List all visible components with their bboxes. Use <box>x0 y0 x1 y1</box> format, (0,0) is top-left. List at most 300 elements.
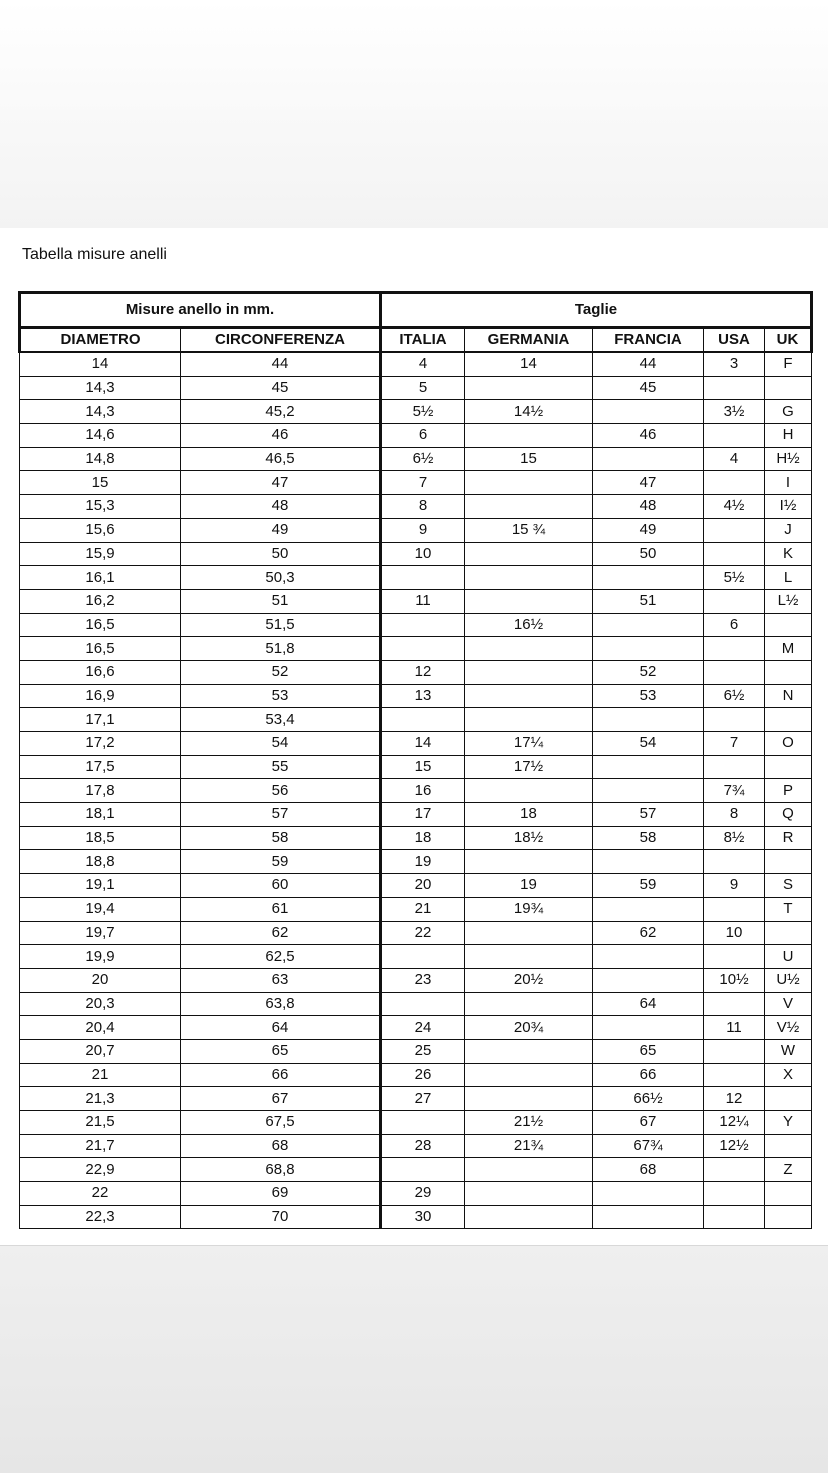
table-row <box>20 992 812 1016</box>
table-cell <box>465 1063 593 1087</box>
table-cell: I½ <box>765 495 812 519</box>
table-cell <box>765 850 812 874</box>
group-header-measures: Misure anello in mm. <box>20 293 381 328</box>
table-cell: 19¾ <box>465 897 593 921</box>
table-cell: 17 <box>381 803 465 827</box>
table-row <box>20 1039 812 1063</box>
table-row <box>20 376 812 400</box>
table-cell: 63 <box>181 968 381 992</box>
table-cell: 9 <box>704 874 765 898</box>
table-cell: 16,9 <box>20 684 181 708</box>
group-header-sizes: Taglie <box>381 293 812 328</box>
table-cell <box>593 613 704 637</box>
table-cell <box>465 945 593 969</box>
table-row <box>20 826 812 850</box>
table-cell <box>381 1158 465 1182</box>
table-row <box>20 1063 812 1087</box>
table-row <box>20 684 812 708</box>
table-cell <box>465 424 593 448</box>
document-page <box>0 228 828 1245</box>
table-cell <box>765 755 812 779</box>
table-cell <box>704 897 765 921</box>
table-row <box>20 352 812 376</box>
table-cell: 16,6 <box>20 660 181 684</box>
table-cell <box>593 1182 704 1206</box>
table-cell: 12¼ <box>704 1111 765 1135</box>
table-cell: 5½ <box>704 566 765 590</box>
table-cell <box>593 400 704 424</box>
table-cell: 21,7 <box>20 1134 181 1158</box>
table-cell: 6½ <box>381 447 465 471</box>
table-row <box>20 968 812 992</box>
table-cell: 69 <box>181 1182 381 1206</box>
table-row <box>20 1158 812 1182</box>
table-cell: 5 <box>381 376 465 400</box>
table-cell: 19 <box>465 874 593 898</box>
table-cell: 62 <box>181 921 381 945</box>
table-cell: H <box>765 424 812 448</box>
table-cell: 19,7 <box>20 921 181 945</box>
table-row <box>20 566 812 590</box>
column-header: GERMANIA <box>465 328 593 353</box>
table-cell: 21¾ <box>465 1134 593 1158</box>
column-header: ITALIA <box>381 328 465 353</box>
table-row <box>20 850 812 874</box>
table-cell: 10 <box>704 921 765 945</box>
table-cell: 15,3 <box>20 495 181 519</box>
table-row <box>20 1087 812 1111</box>
table-cell: 6 <box>381 424 465 448</box>
table-row <box>20 1111 812 1135</box>
table-cell <box>765 708 812 732</box>
table-cell: 60 <box>181 874 381 898</box>
table-cell: 16,2 <box>20 589 181 613</box>
table-cell: 20¾ <box>465 1016 593 1040</box>
table-cell: 57 <box>181 803 381 827</box>
column-header-row <box>20 328 812 353</box>
table-cell <box>704 1182 765 1206</box>
column-header: FRANCIA <box>593 328 704 353</box>
table-cell: 51,5 <box>181 613 381 637</box>
table-cell: I <box>765 471 812 495</box>
table-cell: 17,8 <box>20 779 181 803</box>
table-cell <box>465 850 593 874</box>
table-cell: U <box>765 945 812 969</box>
table-cell: 15 <box>20 471 181 495</box>
table-cell: P <box>765 779 812 803</box>
table-cell <box>704 542 765 566</box>
table-cell <box>704 1158 765 1182</box>
table-cell: 4 <box>704 447 765 471</box>
document-title: Tabella misure anelli <box>22 246 167 263</box>
table-cell: 58 <box>181 826 381 850</box>
table-cell: 12 <box>704 1087 765 1111</box>
table-cell <box>593 897 704 921</box>
table-cell <box>765 1134 812 1158</box>
table-cell: 17,1 <box>20 708 181 732</box>
table-row <box>20 542 812 566</box>
table-cell <box>704 518 765 542</box>
table-cell <box>593 1205 704 1229</box>
table-cell: 14,3 <box>20 376 181 400</box>
table-cell: 4½ <box>704 495 765 519</box>
table-cell <box>465 921 593 945</box>
table-cell: 66½ <box>593 1087 704 1111</box>
group-header-row <box>20 293 812 328</box>
table-cell: 22,3 <box>20 1205 181 1229</box>
table-cell: 64 <box>181 1016 381 1040</box>
table-cell: 10 <box>381 542 465 566</box>
table-cell: 52 <box>181 660 381 684</box>
table-row <box>20 660 812 684</box>
table-cell: 46 <box>181 424 381 448</box>
table-cell: 27 <box>381 1087 465 1111</box>
table-row <box>20 447 812 471</box>
table-row <box>20 755 812 779</box>
table-cell: F <box>765 352 812 376</box>
table-cell <box>765 1205 812 1229</box>
table-row <box>20 708 812 732</box>
table-cell <box>593 779 704 803</box>
table-cell <box>704 1063 765 1087</box>
table-cell: 20 <box>381 874 465 898</box>
table-cell: 6 <box>704 613 765 637</box>
table-cell: 47 <box>593 471 704 495</box>
table-cell: 7 <box>704 732 765 756</box>
table-cell: V½ <box>765 1016 812 1040</box>
table-cell: 25 <box>381 1039 465 1063</box>
table-cell: 9 <box>381 518 465 542</box>
table-cell: 14½ <box>465 400 593 424</box>
table-cell <box>704 708 765 732</box>
table-cell: 18 <box>381 826 465 850</box>
table-cell: 21½ <box>465 1111 593 1135</box>
table-cell <box>593 850 704 874</box>
table-cell: 50 <box>593 542 704 566</box>
table-cell: 55 <box>181 755 381 779</box>
table-cell <box>465 779 593 803</box>
table-cell: 21 <box>20 1063 181 1087</box>
table-cell: H½ <box>765 447 812 471</box>
table-cell <box>593 708 704 732</box>
table-cell: 19,9 <box>20 945 181 969</box>
table-row <box>20 921 812 945</box>
table-row <box>20 1182 812 1206</box>
table-cell: 19 <box>381 850 465 874</box>
table-cell: 11 <box>381 589 465 613</box>
table-cell: 59 <box>593 874 704 898</box>
table-cell <box>704 755 765 779</box>
table-cell: 6½ <box>704 684 765 708</box>
table-cell: 65 <box>181 1039 381 1063</box>
table-cell: 12 <box>381 660 465 684</box>
table-cell: 14 <box>381 732 465 756</box>
table-row <box>20 1016 812 1040</box>
table-cell: 5½ <box>381 400 465 424</box>
table-row <box>20 732 812 756</box>
table-cell: 15,9 <box>20 542 181 566</box>
table-cell: 30 <box>381 1205 465 1229</box>
table-cell: 16 <box>381 779 465 803</box>
table-cell <box>704 376 765 400</box>
table-cell: U½ <box>765 968 812 992</box>
table-cell: 64 <box>593 992 704 1016</box>
table-cell: 67,5 <box>181 1111 381 1135</box>
table-cell: G <box>765 400 812 424</box>
table-cell: 21 <box>381 897 465 921</box>
table-cell: J <box>765 518 812 542</box>
table-cell: 54 <box>593 732 704 756</box>
table-cell: 46 <box>593 424 704 448</box>
table-row <box>20 779 812 803</box>
table-cell: 7 <box>381 471 465 495</box>
table-cell <box>593 968 704 992</box>
table-cell: 18,8 <box>20 850 181 874</box>
table-cell <box>704 1039 765 1063</box>
table-cell <box>593 447 704 471</box>
table-cell: 16,1 <box>20 566 181 590</box>
table-cell: W <box>765 1039 812 1063</box>
table-cell: 45,2 <box>181 400 381 424</box>
table-cell: 18,1 <box>20 803 181 827</box>
table-cell: 62 <box>593 921 704 945</box>
table-cell: 3½ <box>704 400 765 424</box>
table-cell <box>381 992 465 1016</box>
table-cell: 57 <box>593 803 704 827</box>
table-row <box>20 637 812 661</box>
table-cell: 26 <box>381 1063 465 1087</box>
table-cell: 15 <box>465 447 593 471</box>
table-cell: 50 <box>181 542 381 566</box>
table-cell <box>593 566 704 590</box>
column-header: USA <box>704 328 765 353</box>
table-cell: 14,8 <box>20 447 181 471</box>
table-cell <box>465 1087 593 1111</box>
table-cell <box>465 1205 593 1229</box>
table-cell: 48 <box>593 495 704 519</box>
table-cell: 23 <box>381 968 465 992</box>
column-header: DIAMETRO <box>20 328 181 353</box>
table-cell: 18,5 <box>20 826 181 850</box>
column-header: UK <box>765 328 812 353</box>
table-cell <box>465 542 593 566</box>
table-cell: 59 <box>181 850 381 874</box>
table-cell <box>465 589 593 613</box>
table-cell <box>593 637 704 661</box>
table-row <box>20 613 812 637</box>
table-cell <box>704 660 765 684</box>
table-cell: 20,4 <box>20 1016 181 1040</box>
table-cell: S <box>765 874 812 898</box>
table-cell <box>381 566 465 590</box>
table-cell: 22,9 <box>20 1158 181 1182</box>
table-cell: 15,6 <box>20 518 181 542</box>
table-cell: 44 <box>593 352 704 376</box>
table-cell: 17,2 <box>20 732 181 756</box>
table-cell: 12½ <box>704 1134 765 1158</box>
ring-size-table <box>18 291 813 1229</box>
table-cell: X <box>765 1063 812 1087</box>
table-cell: 8 <box>704 803 765 827</box>
table-cell: V <box>765 992 812 1016</box>
table-cell: 22 <box>381 921 465 945</box>
table-cell: 66 <box>593 1063 704 1087</box>
table-cell <box>704 850 765 874</box>
table-cell: 63,8 <box>181 992 381 1016</box>
table-cell: 46,5 <box>181 447 381 471</box>
table-cell <box>704 1205 765 1229</box>
table-row <box>20 803 812 827</box>
table-cell: 18½ <box>465 826 593 850</box>
table-cell <box>381 613 465 637</box>
table-cell: 18 <box>465 803 593 827</box>
table-cell: 13 <box>381 684 465 708</box>
table-cell: 21,3 <box>20 1087 181 1111</box>
table-cell: O <box>765 732 812 756</box>
table-cell <box>704 424 765 448</box>
table-cell: 19,1 <box>20 874 181 898</box>
table-cell <box>465 495 593 519</box>
table-cell: 7¾ <box>704 779 765 803</box>
table-cell: 45 <box>593 376 704 400</box>
table-cell: 14,3 <box>20 400 181 424</box>
table-cell: 48 <box>181 495 381 519</box>
table-cell <box>765 376 812 400</box>
table-row <box>20 400 812 424</box>
table-cell: 20½ <box>465 968 593 992</box>
table-cell: 67 <box>181 1087 381 1111</box>
table-cell: 14 <box>20 352 181 376</box>
table-cell: 47 <box>181 471 381 495</box>
table-cell: 24 <box>381 1016 465 1040</box>
table-cell <box>465 1182 593 1206</box>
table-cell: 16½ <box>465 613 593 637</box>
table-cell <box>381 637 465 661</box>
table-cell <box>704 992 765 1016</box>
table-cell: 62,5 <box>181 945 381 969</box>
table-cell: 11 <box>704 1016 765 1040</box>
table-cell: 14,6 <box>20 424 181 448</box>
table-cell: 16,5 <box>20 613 181 637</box>
bottom-blank-area <box>0 1245 828 1473</box>
table-cell: Q <box>765 803 812 827</box>
table-row <box>20 1205 812 1229</box>
table-cell <box>465 1039 593 1063</box>
table-cell: 68 <box>181 1134 381 1158</box>
table-cell: 45 <box>181 376 381 400</box>
table-cell <box>765 660 812 684</box>
table-cell: 17¼ <box>465 732 593 756</box>
table-cell: Z <box>765 1158 812 1182</box>
table-cell <box>381 708 465 732</box>
table-cell: 28 <box>381 1134 465 1158</box>
table-cell <box>765 921 812 945</box>
table-row <box>20 424 812 448</box>
table-cell: 3 <box>704 352 765 376</box>
table-cell: 14 <box>465 352 593 376</box>
table-cell: 53 <box>593 684 704 708</box>
table-row <box>20 897 812 921</box>
table-cell: L <box>765 566 812 590</box>
table-row <box>20 1134 812 1158</box>
table-cell: 54 <box>181 732 381 756</box>
table-cell: 58 <box>593 826 704 850</box>
table-cell: 15 ¾ <box>465 518 593 542</box>
table-cell <box>704 471 765 495</box>
table-cell <box>381 945 465 969</box>
table-row <box>20 518 812 542</box>
table-cell <box>704 589 765 613</box>
table-cell: 68,8 <box>181 1158 381 1182</box>
table-cell: 51 <box>181 589 381 613</box>
table-row <box>20 945 812 969</box>
table-cell: 49 <box>181 518 381 542</box>
table-cell: 44 <box>181 352 381 376</box>
table-cell: 8½ <box>704 826 765 850</box>
table-cell: 56 <box>181 779 381 803</box>
table-row <box>20 471 812 495</box>
table-cell: R <box>765 826 812 850</box>
table-cell <box>593 1016 704 1040</box>
table-cell <box>465 708 593 732</box>
table-cell: 20,7 <box>20 1039 181 1063</box>
table-cell <box>465 660 593 684</box>
table-cell: M <box>765 637 812 661</box>
table-cell: 53 <box>181 684 381 708</box>
table-cell: K <box>765 542 812 566</box>
table-cell: Y <box>765 1111 812 1135</box>
table-cell <box>704 945 765 969</box>
table-cell <box>593 945 704 969</box>
table-body <box>20 352 812 1229</box>
table-cell <box>465 1158 593 1182</box>
table-cell: 51,8 <box>181 637 381 661</box>
table-cell: 21,5 <box>20 1111 181 1135</box>
table-cell: 19,4 <box>20 897 181 921</box>
table-cell <box>765 1182 812 1206</box>
table-cell: 49 <box>593 518 704 542</box>
table-cell <box>465 376 593 400</box>
table-cell: 65 <box>593 1039 704 1063</box>
table-cell: 29 <box>381 1182 465 1206</box>
table-cell: N <box>765 684 812 708</box>
table-cell: T <box>765 897 812 921</box>
table-cell <box>381 1111 465 1135</box>
table-cell: 67¾ <box>593 1134 704 1158</box>
table-cell: 61 <box>181 897 381 921</box>
table-cell: 16,5 <box>20 637 181 661</box>
table-cell <box>704 637 765 661</box>
table-cell: 52 <box>593 660 704 684</box>
table-cell: 67 <box>593 1111 704 1135</box>
table-cell: L½ <box>765 589 812 613</box>
table-row <box>20 495 812 519</box>
table-cell <box>465 992 593 1016</box>
table-cell: 4 <box>381 352 465 376</box>
table-cell: 15 <box>381 755 465 779</box>
table-row <box>20 589 812 613</box>
table-cell <box>465 684 593 708</box>
table-cell: 20,3 <box>20 992 181 1016</box>
table-cell <box>765 1087 812 1111</box>
table-cell: 53,4 <box>181 708 381 732</box>
top-blank-area <box>0 0 828 228</box>
table-cell: 17½ <box>465 755 593 779</box>
table-cell <box>465 637 593 661</box>
table-cell: 20 <box>20 968 181 992</box>
table-cell: 22 <box>20 1182 181 1206</box>
table-cell: 8 <box>381 495 465 519</box>
